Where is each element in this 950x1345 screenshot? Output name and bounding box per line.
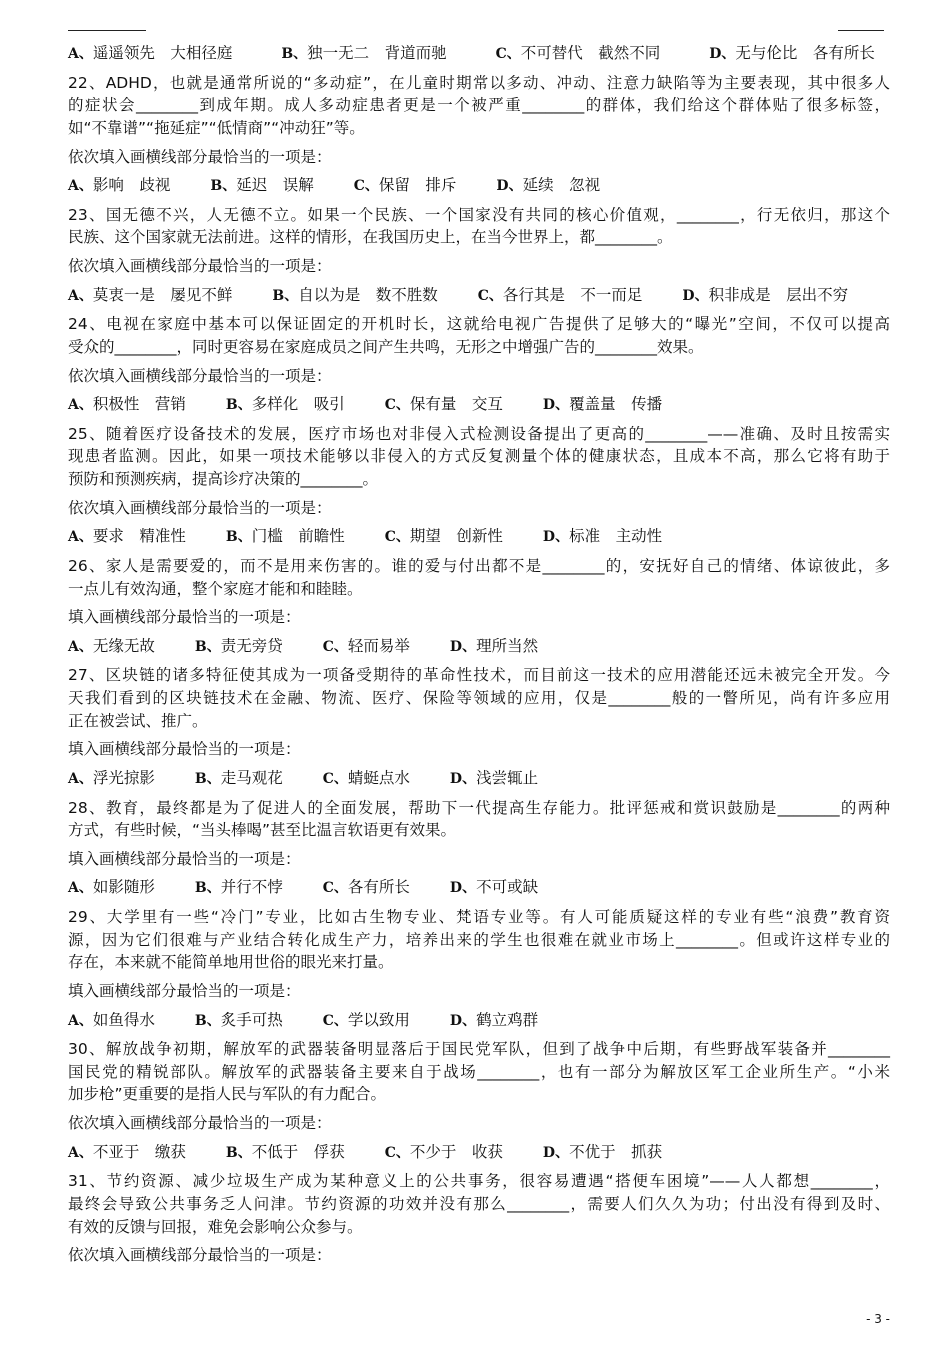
question-block xyxy=(68,1170,890,1267)
question-block xyxy=(68,1038,890,1164)
option: C、不可替代 截然不同 xyxy=(495,44,661,62)
option-row xyxy=(68,284,890,308)
header-rule-right xyxy=(838,30,884,31)
option: D、积非成是 层出不穷 xyxy=(682,285,849,304)
option-row xyxy=(68,42,890,66)
question-text-line: 29、大学里有一些“冷门”专业，比如古生物专业、梵语专业等。有人可能质疑这样的专业有些“浪费”教育资 xyxy=(68,908,890,926)
question-text-line: 国民党的精锐部队。解放军的武器装备主要来自于战场________，也有一部分为解放区军工企业所生产。“小米 xyxy=(68,1062,890,1081)
option: D、覆盖量 传播 xyxy=(542,395,663,414)
option: B、多样化 吸引 xyxy=(225,395,345,414)
question-prompt: 依次填入画横线部分最恰当的一项是： xyxy=(68,366,332,385)
option: B、炙手可热 xyxy=(194,1010,283,1029)
option: A、积极性 营销 xyxy=(68,395,186,414)
exam-page-content xyxy=(68,42,890,1273)
question-block xyxy=(68,555,890,659)
question-prompt: 依次填入画横线部分最恰当的一项是： xyxy=(68,147,332,166)
question-block xyxy=(68,664,890,790)
option: C、保留 排斥 xyxy=(353,176,457,195)
option: C、期望 创新性 xyxy=(384,527,503,546)
option: B、独一无二 背道而驰 xyxy=(281,44,447,62)
option: D、浅尝辄止 xyxy=(449,768,539,787)
question-text-line: 源，因为它们很难与产业结合转化成生产力，培养出来的学生也很难在就业市场上________。但或许这样专业的 xyxy=(68,930,890,949)
question-text-line: 25、随着医疗设备技术的发展，医疗市场也对非侵入式检测设备提出了更高的________——准确、及时且按需实 xyxy=(68,424,890,443)
question-text-line: 22、ADHD，也就是通常所说的“多动症”，在儿童时期常以多动、冲动、注意力缺陷等为主要表现，其中很多人 xyxy=(68,73,890,92)
question-text-line: 一点儿有效沟通，整个家庭才能和和睦睦。 xyxy=(68,579,363,598)
option-row xyxy=(68,876,890,900)
option: B、门槛 前瞻性 xyxy=(225,527,345,546)
option-row xyxy=(68,1141,890,1165)
question-text-line: 民族、这个国家就无法前进。这样的情形，在我国历史上，在当今世界上，都________。 xyxy=(68,228,673,247)
question-block xyxy=(68,797,890,901)
option: A、如影随形 xyxy=(68,878,155,897)
option-row xyxy=(68,393,890,417)
question-block xyxy=(68,906,890,1032)
question-text-line: 天我们看到的区块链技术在金融、物流、医疗、保险等领域的应用，仅是________般的一瞥所见，尚有许多应用 xyxy=(68,689,890,707)
question-prompt: 填入画横线部分最恰当的一项是： xyxy=(68,608,301,627)
option: D、鹤立鸡群 xyxy=(449,1010,539,1029)
option: A、遥遥领先 大相径庭 xyxy=(68,44,233,62)
option: A、不亚于 缴获 xyxy=(68,1142,186,1161)
question-text-line: 28、教育，最终都是为了促进人的全面发展，帮助下一代提高生存能力。批评惩戒和赏识鼓励是________的两种 xyxy=(68,798,890,817)
question-text-line: 现患者监测。因此，如果一项技术能够以非侵入的方式反复测量个体的健康状态，且成本不高，那么它将有助于 xyxy=(68,447,890,466)
question-prompt: 填入画横线部分最恰当的一项是： xyxy=(68,849,301,868)
header-rule-left xyxy=(68,30,146,31)
option: B、不低于 俘获 xyxy=(225,1142,345,1161)
option: A、浮光掠影 xyxy=(68,768,155,787)
option: D、不优于 抓获 xyxy=(542,1142,663,1161)
option-row xyxy=(68,635,890,659)
question-prompt: 依次填入画横线部分最恰当的一项是： xyxy=(68,498,332,517)
question-text-line: 27、区块链的诸多特征使其成为一项备受期待的革命性技术，而目前这一技术的应用潜能还远未被完全开发。今 xyxy=(68,666,890,685)
question-text-line: 的症状会________到成年期。成人多动症患者更是一个被严重________的群体，我们给这个群体贴了很多标签， xyxy=(68,96,890,115)
option: A、如鱼得水 xyxy=(68,1010,155,1029)
option: B、并行不悖 xyxy=(194,878,283,897)
option: A、影响 歧视 xyxy=(68,176,171,195)
option: C、不少于 收获 xyxy=(384,1142,503,1161)
page-number: - 3 - xyxy=(866,1312,890,1326)
option: D、延续 忽视 xyxy=(496,176,601,195)
question-block xyxy=(68,72,890,198)
question-block xyxy=(68,313,890,417)
question-text-line: 30、解放战争初期，解放军的武器装备明显落后于国民党军队，但到了战争中后期，有些野战军装备并________ xyxy=(68,1040,890,1059)
option: A、要求 精准性 xyxy=(68,527,186,546)
question-text-line: 方式，有些时候，“当头棒喝”甚至比温言软语更有效果。 xyxy=(68,821,457,840)
option: D、理所当然 xyxy=(449,636,539,655)
question-prompt: 依次填入画横线部分最恰当的一项是： xyxy=(68,257,332,275)
question-text-line: 正在被尝试、推广。 xyxy=(68,711,208,730)
question-text-line: 26、家人是需要爱的，而不是用来伤害的。谁的爱与付出都不是________的，安抚好自己的情绪、体谅彼此，多 xyxy=(68,556,890,575)
question-text-line: 预防和预测疾病，提高诊疗决策的________。 xyxy=(68,470,379,488)
option: A、莫衷一是 屡见不鲜 xyxy=(68,285,233,304)
option: A、无缘无故 xyxy=(68,636,155,655)
option: C、保有量 交互 xyxy=(384,395,503,414)
question-prompt: 依次填入画横线部分最恰当的一项是： xyxy=(68,1246,332,1265)
question-text-line: 加步枪”更重要的是指人民与军队的有力配合。 xyxy=(68,1085,387,1104)
question-text-line: 23、国无德不兴，人无德不立。如果一个民族、一个国家没有共同的核心价值观，________，行无依归，那这个 xyxy=(68,205,890,224)
option: B、自以为是 数不胜数 xyxy=(272,285,438,304)
question-text-line: 31、节约资源、减少垃圾生产成为某种意义上的公共事务，很容易遭遇“搭便车困境”——人人都想________， xyxy=(68,1172,890,1191)
question-list xyxy=(68,72,890,1267)
option: D、不可或缺 xyxy=(449,878,539,897)
question-text-line: 24、电视在家庭中基本可以保证固定的开机时长，这就给电视广告提供了足够大的“曝光”空间，不仅可以提高 xyxy=(68,315,890,334)
option: B、责无旁贷 xyxy=(194,636,283,655)
option: D、无与伦比 各有所长 xyxy=(709,44,875,62)
question-text-line: 存在，本来就不能简单地用世俗的眼光来打量。 xyxy=(68,953,394,972)
option: D、标准 主动性 xyxy=(542,527,663,546)
question-text-line: 有效的反馈与回报，难免会影响公众参与。 xyxy=(68,1217,363,1236)
question-text-line: 如“不靠谱”“拖延症”“低情商”“冲动狂”等。 xyxy=(68,118,365,137)
question-prompt: 填入画横线部分最恰当的一项是： xyxy=(68,740,301,759)
question-prompt: 依次填入画横线部分最恰当的一项是： xyxy=(68,1114,332,1132)
option: C、学以致用 xyxy=(322,1010,410,1029)
option: C、各有所长 xyxy=(322,878,410,897)
option: C、蜻蜓点水 xyxy=(322,768,410,787)
question-text-line: 受众的________，同时更容易在家庭成员之间产生共鸣，无形之中增强广告的________效果。 xyxy=(68,337,704,356)
option-row xyxy=(68,525,890,549)
option: B、延迟 误解 xyxy=(210,176,314,195)
option-row xyxy=(68,1009,890,1033)
option: C、各行其是 不一而足 xyxy=(477,285,643,304)
question-prompt: 填入画横线部分最恰当的一项是： xyxy=(68,981,301,1000)
question-block xyxy=(68,423,890,549)
option: B、走马观花 xyxy=(194,768,283,787)
option-row xyxy=(68,174,890,198)
option: C、轻而易举 xyxy=(322,636,410,655)
option-row xyxy=(68,767,890,791)
question-block xyxy=(68,204,890,308)
question-text-line: 最终会导致公共事务乏人问津。节约资源的功效并没有那么________，需要人们久久为功；付出没有得到及时、 xyxy=(68,1194,890,1213)
